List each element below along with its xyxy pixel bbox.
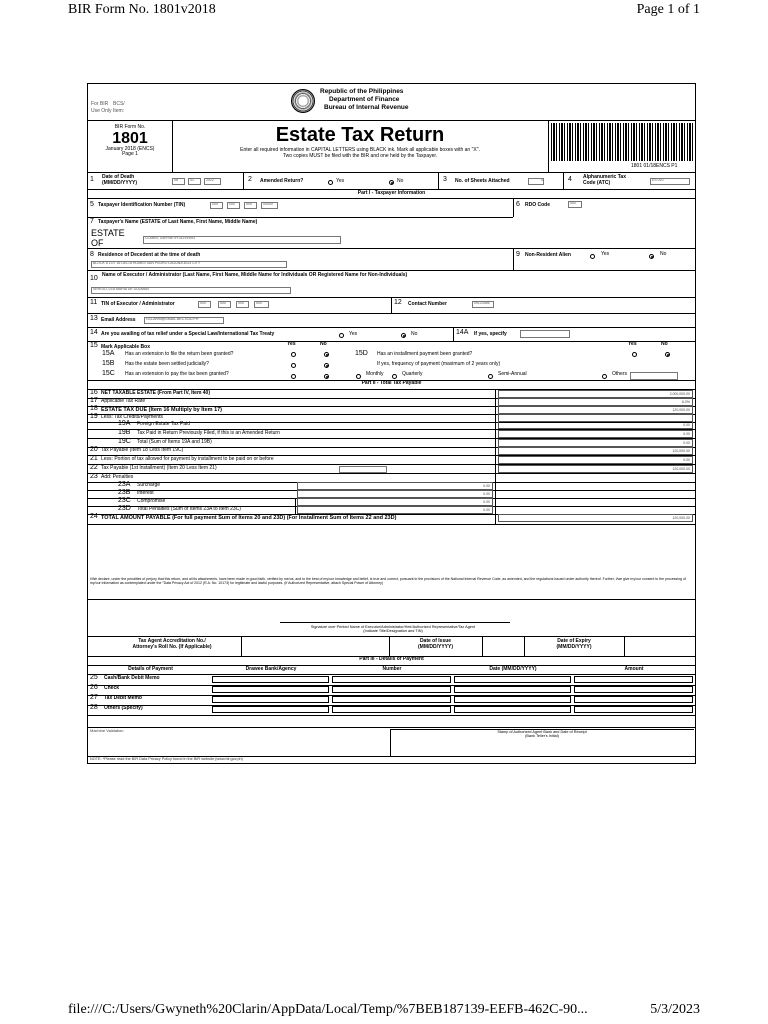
agency-dof: Department of Finance bbox=[329, 96, 400, 103]
barcode-code: 1801 01/18ENCS P1 bbox=[631, 163, 678, 169]
item-14a-number: 14A bbox=[456, 329, 469, 336]
tax-relief-no-label: No bbox=[411, 331, 418, 337]
installment-yes-radio[interactable] bbox=[632, 352, 637, 357]
payment-row-27-number: 27 bbox=[90, 694, 98, 701]
date-issue-line-1: Date of Issue bbox=[419, 638, 452, 644]
part-2-item-23a-number: 23A bbox=[118, 481, 131, 488]
frequency-quarterly-radio[interactable] bbox=[392, 374, 397, 379]
no-column-header-right: No bbox=[661, 341, 668, 347]
non-resident-no-radio[interactable] bbox=[649, 254, 654, 259]
atc-field[interactable]: ES 010 bbox=[650, 178, 690, 185]
tax-relief-specify-field[interactable] bbox=[520, 330, 570, 338]
bcs-label: BCS/ bbox=[113, 101, 125, 107]
part-2-item-23-number: 23 bbox=[90, 473, 98, 480]
sheets-attached-field[interactable]: 0 bbox=[528, 178, 544, 185]
part-2-item-23-label: Add: Penalties bbox=[101, 474, 134, 480]
part-2-item-23a-label: Surcharge bbox=[137, 482, 161, 488]
item-9-number: 9 bbox=[516, 251, 520, 258]
stamp-caption-line-1: Stamp of Authorized Agent Bank and Date of Receipt bbox=[497, 730, 587, 734]
part-2-item-17-label: Applicable Tax Rate bbox=[101, 398, 146, 404]
frequency-semi-annual-label: Semi-Annual bbox=[498, 371, 527, 377]
item-8-number: 8 bbox=[90, 251, 94, 258]
part-2-item-23a-amount[interactable]: 0.00 bbox=[297, 482, 493, 490]
part-2-item-18-amount[interactable]: 120,000.00 bbox=[498, 406, 693, 414]
payment-row-27-cell[interactable] bbox=[212, 696, 329, 703]
date-expiry-label bbox=[524, 639, 624, 650]
title-block bbox=[172, 124, 548, 159]
item-11-label: TIN of Executor / Administrator bbox=[101, 301, 175, 307]
agency-bir: Bureau of Internal Revenue bbox=[324, 104, 409, 111]
taxpayer-name-field[interactable]: CLARIN, GWYNETH OLIVERIO bbox=[143, 236, 341, 244]
amended-no-label: No bbox=[397, 178, 404, 184]
executor-tin-part-4[interactable]: 000 bbox=[254, 301, 269, 308]
tax-agent-accreditation-line-2: Attorney's Roll No. (If Applicable) bbox=[132, 643, 212, 650]
item-15d-label: Has an installment payment been granted? bbox=[377, 351, 473, 357]
form-no: 1801 bbox=[112, 129, 148, 147]
no-column-header: No bbox=[320, 341, 327, 347]
column-number: Number bbox=[382, 666, 402, 672]
frequency-others-label: Others bbox=[612, 371, 628, 377]
item-13-number: 13 bbox=[90, 315, 98, 322]
death-date-mm[interactable]: 08 bbox=[172, 178, 185, 185]
death-date-dd[interactable]: 01 bbox=[188, 178, 201, 185]
part-2-item-23d-number: 23D bbox=[118, 505, 131, 512]
item-4-label: Alphanumeric Tax Code (ATC) bbox=[583, 174, 626, 186]
item-1-number: 1 bbox=[90, 176, 94, 183]
part-2-item-20-number: 20 bbox=[90, 446, 98, 453]
item-5-number: 5 bbox=[90, 201, 94, 208]
item-6-label: RDO Code bbox=[525, 202, 550, 208]
payment-row-28-number: 28 bbox=[90, 704, 98, 711]
part-2-item-23c-number: 23C bbox=[118, 497, 131, 504]
item-10-label: Name of Executor / Administrator (Last Name, First Name, Middle Name for Individuals OR Registered Name for Non-Individuals) bbox=[102, 272, 408, 278]
item-14a-label: If yes, specify bbox=[474, 331, 507, 337]
installment-date-field[interactable] bbox=[339, 466, 387, 473]
part-2-item-24-number: 24 bbox=[90, 513, 98, 520]
of-label: OF bbox=[91, 238, 104, 248]
item-10-number: 10 bbox=[90, 275, 98, 282]
item-8-label: Residence of Decedent at the time of death bbox=[98, 252, 201, 258]
instruction-1: Enter all required information in CAPITAL LETTERS using BLACK ink. Mark all applicable boxes with an "X". bbox=[240, 147, 480, 153]
estate-label: ESTATE bbox=[91, 228, 125, 238]
frequency-others-radio[interactable] bbox=[602, 374, 607, 379]
amended-yes-label: Yes bbox=[336, 178, 345, 184]
part-2-item-16-amount[interactable]: 2,000,000.00 bbox=[498, 390, 693, 398]
frequency-monthly-radio[interactable] bbox=[356, 374, 361, 379]
item-2-number: 2 bbox=[248, 176, 252, 183]
non-resident-yes-label: Yes bbox=[601, 251, 610, 257]
part-2-item-23c-label: Compromise bbox=[137, 498, 166, 504]
rdo-code-field[interactable]: 000 bbox=[568, 201, 582, 208]
extension-pay-no-radio[interactable] bbox=[324, 374, 329, 379]
part-2-item-22-amount[interactable]: 120,000.00 bbox=[498, 465, 693, 473]
date-issue-label bbox=[389, 639, 482, 650]
payment-row-27-cell[interactable] bbox=[454, 696, 571, 703]
settled-judicially-yes-radio[interactable] bbox=[291, 363, 296, 368]
item-1-label: Date of Death (MM/DD/YYYY) bbox=[102, 174, 137, 186]
payment-row-25-number: 25 bbox=[90, 674, 98, 681]
item-15a-label: Has an extension to file the return been granted? bbox=[125, 351, 234, 357]
tin-part-4[interactable]: 00000 bbox=[261, 202, 278, 209]
part-2-title: Part II - Total Tax Payable bbox=[361, 380, 422, 386]
executor-name-field[interactable]: SERGIO, LEA MARIA DE GUZMAN bbox=[91, 287, 291, 294]
payment-row-28-cell[interactable] bbox=[332, 706, 451, 713]
payment-row-27-label: Tax Debit Memo bbox=[104, 695, 142, 701]
part-2-item-23d-amount[interactable]: 0.00 bbox=[297, 506, 493, 514]
privacy-note: NOTE: *Please read the BIR Data Privacy Policy found in the BIR website (www.bir.gov.ph) bbox=[90, 757, 243, 761]
column-amount: Amount bbox=[624, 666, 644, 672]
tax-agent-accreditation-line-1: Tax Agent Accreditation No./ bbox=[138, 638, 206, 644]
part-2-item-23b-number: 23B bbox=[118, 489, 131, 496]
date-expiry-line-1: Date of Expiry bbox=[557, 638, 591, 644]
bir-form-1801 bbox=[87, 83, 696, 764]
item-6-number: 6 bbox=[516, 201, 520, 208]
part-2-item-19b-number: 19B bbox=[118, 429, 131, 436]
part-2-item-23b-label: Interest bbox=[137, 490, 154, 496]
executor-tin-part-1[interactable]: 000 bbox=[198, 301, 211, 308]
payment-row-28-cell[interactable] bbox=[574, 706, 693, 713]
print-header-form-id: BIR Form No. 1801v2018 bbox=[68, 2, 216, 17]
use-only-label: Use Only bbox=[91, 108, 112, 114]
tax-relief-no-radio[interactable] bbox=[401, 333, 406, 338]
machine-validation-label: Machine Validation bbox=[90, 728, 124, 733]
instruction-2: Two copies MUST be filed with the BIR and one held by the Taxpayer. bbox=[282, 152, 438, 159]
item-15c-number: 15C bbox=[102, 370, 115, 377]
part-2-item-20-label: Tax Payable (Item 18 Less Item 19C) bbox=[101, 447, 184, 453]
part-2-item-16-number: 16 bbox=[90, 389, 98, 396]
print-header bbox=[0, 0, 768, 22]
executor-tin-part-2[interactable]: 000 bbox=[218, 301, 231, 308]
form-title: Estate Tax Return bbox=[275, 124, 445, 146]
payment-row-28-cell[interactable] bbox=[212, 706, 329, 713]
item-12-label: Contact Number bbox=[408, 301, 447, 307]
accreditation-no-field[interactable] bbox=[243, 640, 389, 654]
part-2-item-24-label: TOTAL AMOUNT PAYABLE (For full payment Sum of Items 20 and 23D) (For Installment Sum of Items 22 and 23D) bbox=[101, 515, 397, 521]
item-15b-label: Has the estate been settled judicially? bbox=[125, 361, 209, 367]
part-2-item-19b-label: Tax Paid in Return Previously Filed, if this is an Amended Return bbox=[137, 430, 280, 436]
part-2-item-19a-number: 19A bbox=[118, 420, 131, 427]
for-bir-label: For BIR bbox=[91, 101, 109, 107]
death-date-yyyy[interactable]: 2022 bbox=[204, 178, 221, 185]
extension-file-no-radio[interactable] bbox=[324, 352, 329, 357]
amended-no-radio[interactable] bbox=[389, 180, 394, 185]
form-date: January 2018 (ENCS) bbox=[105, 145, 155, 152]
part-2-item-19c-number: 19C bbox=[118, 438, 131, 445]
bir-seal-icon bbox=[291, 89, 315, 113]
payment-row-25-cell[interactable] bbox=[454, 676, 571, 683]
yes-column-header: Yes bbox=[287, 341, 296, 347]
item-14-number: 14 bbox=[90, 329, 98, 336]
payment-row-26-cell[interactable] bbox=[574, 686, 693, 693]
payment-row-28-cell[interactable] bbox=[454, 706, 571, 713]
signature-caption bbox=[238, 625, 548, 633]
part-2-item-19a-label: Foreign Estate Tax Paid bbox=[137, 421, 190, 427]
payment-row-25-cell[interactable] bbox=[212, 676, 329, 683]
part-2-item-20-amount[interactable]: 120,000.00 bbox=[498, 447, 693, 455]
tax-agent-accreditation-label bbox=[102, 639, 242, 650]
form-page: Page 1 bbox=[122, 151, 138, 157]
item-7-label: Taxpayer's Name (ESTATE of Last Name, First Name, Middle Name) bbox=[98, 219, 258, 225]
item-12-number: 12 bbox=[394, 299, 402, 306]
print-footer-date: 5/3/2023 bbox=[650, 1002, 700, 1017]
part-2-item-24-amount[interactable]: 120,000.00 bbox=[498, 514, 693, 522]
installment-no-radio[interactable] bbox=[665, 352, 670, 357]
tax-relief-yes-radio[interactable] bbox=[339, 333, 344, 338]
non-resident-no-label: No bbox=[660, 251, 667, 257]
payment-row-26-cell[interactable] bbox=[332, 686, 451, 693]
item-15a-number: 15A bbox=[102, 350, 115, 357]
item-9-label: Non-Resident Alien bbox=[525, 252, 571, 258]
column-drawee-bank: Drawee Bank/Agency bbox=[245, 666, 297, 672]
print-footer-file-path: file:///C:/Users/Gwyneth%20Clarin/AppData/Local/Temp/%7BEB187139-EEFB-462C-90... bbox=[68, 1002, 588, 1017]
part-2-item-21-label: Less: Portion of tax allowed for payment by installment to be paid on or before bbox=[101, 456, 274, 462]
item-15-label: Mark Applicable Box bbox=[101, 344, 150, 350]
date-expiry-line-2: (MM/DD/YYYY) bbox=[556, 643, 592, 650]
stamp-caption-line-2: (Bank Teller's Initial) bbox=[525, 734, 559, 739]
signature-caption-line-2: (Indicate Title/Designation and TIN) bbox=[363, 629, 423, 634]
extension-file-yes-radio[interactable] bbox=[291, 352, 296, 357]
form-barcode bbox=[551, 123, 693, 161]
part-2-item-19b-amount[interactable]: 0.00 bbox=[498, 430, 693, 438]
tin-part-3[interactable]: 000 bbox=[244, 202, 257, 209]
form-no-label: BIR Form No. bbox=[114, 124, 146, 130]
part-2-item-18-label: ESTATE TAX DUE (Item 16 Multiply by Item 17) bbox=[101, 407, 223, 413]
amended-yes-radio[interactable] bbox=[328, 180, 333, 185]
payment-row-26-cell[interactable] bbox=[454, 686, 571, 693]
item-15c-label: Has an extension to pay the tax been granted? bbox=[125, 371, 229, 377]
item-7-number: 7 bbox=[90, 218, 94, 225]
item-15d-number: 15D bbox=[355, 350, 368, 357]
email-field[interactable]: GCLARIN@GMAIL.BEC.EDU.PH bbox=[144, 317, 224, 324]
frequency-semi-annual-radio[interactable] bbox=[488, 374, 493, 379]
payment-row-25-cell[interactable] bbox=[332, 676, 451, 683]
part-2-item-19c-label: Total (Sum of Items 19A and 19B) bbox=[137, 439, 212, 445]
payment-row-26-label: Check bbox=[104, 685, 120, 691]
payment-frequency-label: If yes, frequency of payment (maximum of 2 years only) bbox=[377, 361, 501, 367]
part-2-item-18-number: 18 bbox=[90, 405, 98, 412]
part-2-item-22-label: Tax Payable (1st Installment) (Item 20 Less Item 21) bbox=[101, 465, 217, 471]
frequency-quarterly-label: Quarterly bbox=[402, 371, 423, 377]
part-2-item-22-number: 22 bbox=[90, 464, 98, 471]
non-resident-yes-radio[interactable] bbox=[590, 254, 595, 259]
signature-caption-line-1: Signature over Printed Name of Executor/Administrator/Heir/Authorized Representative/Tax Agent bbox=[310, 625, 476, 629]
part-2-item-16-label: NET TAXABLE ESTATE (From Part IV, Item 40) bbox=[101, 390, 210, 396]
item-label: Item: bbox=[113, 108, 125, 114]
part-2-item-23c-amount[interactable]: 0.00 bbox=[297, 498, 493, 506]
payment-row-25-label: Cash/Bank Debit Memo bbox=[104, 675, 160, 681]
payment-row-26-number: 26 bbox=[90, 684, 98, 691]
executor-tin-part-3[interactable]: 000 bbox=[236, 301, 249, 308]
item-5-label: Taxpayer Identification Number (TIN) bbox=[98, 202, 186, 208]
part-2-item-19-number: 19 bbox=[90, 413, 98, 420]
extension-pay-yes-radio[interactable] bbox=[291, 374, 296, 379]
part-2-item-17-amount[interactable]: 6.0% bbox=[498, 398, 693, 406]
form-number-block bbox=[88, 120, 172, 172]
item-3-label: No. of Sheets Attached bbox=[455, 178, 510, 184]
payment-row-27-cell[interactable] bbox=[332, 696, 451, 703]
declaration-text: I/We declare, under the penalties of perjury that this return, and all its attachments, have been made in good faith, verified by me/us, and to the best of my/our knowledge and belief, is true and correct, pursuant to the provisions of the National Internal Revenue Code, as amended, and the regulations issued under authority thereof. Further, I/we give my/our consent to the processing of my/our information as contemplated under the "Data Privacy Act of 2012 (R.A. No. 10173) for legitimate and lawful purposes. (If Authorized Representative, attach Special Power of Attorney) bbox=[90, 577, 686, 586]
item-4-number: 4 bbox=[568, 176, 572, 183]
item-15-number: 15 bbox=[90, 342, 98, 349]
item-3-number: 3 bbox=[443, 176, 447, 183]
item-13-label: Email Address bbox=[101, 317, 136, 323]
column-details-of-payment: Details of Payment bbox=[128, 666, 173, 672]
yes-column-header-right: Yes bbox=[628, 341, 637, 347]
payment-row-27-cell[interactable] bbox=[574, 696, 693, 703]
settled-judicially-no-radio[interactable] bbox=[324, 363, 329, 368]
contact-number-field[interactable]: 09123456 bbox=[472, 301, 494, 308]
tin-part-2[interactable]: 000 bbox=[227, 202, 240, 209]
stamp-caption bbox=[390, 730, 694, 738]
part-2-item-21-amount[interactable]: 0.00 bbox=[498, 456, 693, 464]
part-2-item-23b-amount[interactable]: 0.00 bbox=[297, 490, 493, 498]
date-issue-line-2: (MM/DD/YYYY) bbox=[418, 643, 453, 650]
item-2-label: Amended Return? bbox=[260, 178, 304, 184]
item-14-label: Are you availing of tax relief under a Special Law/International Tax Treaty bbox=[101, 331, 275, 337]
item-15b-number: 15B bbox=[102, 360, 115, 367]
tin-part-1[interactable]: 000 bbox=[210, 202, 223, 209]
agency-republic: Republic of the Philippines bbox=[320, 88, 404, 95]
payment-row-25-cell[interactable] bbox=[574, 676, 693, 683]
print-header-page-count: Page 1 of 1 bbox=[636, 2, 700, 17]
column-date: Date (MM/DD/YYYY) bbox=[489, 666, 537, 672]
part-2-item-19a-amount[interactable]: 0.00 bbox=[498, 421, 693, 429]
part-2-item-21-number: 21 bbox=[90, 455, 98, 462]
payment-row-28-label: Others (Specify) bbox=[104, 705, 143, 711]
part-2-item-17-number: 17 bbox=[90, 397, 98, 404]
part-2-item-19-label: Less: Tax Credits/Payments bbox=[101, 414, 163, 420]
payment-row-26-cell[interactable] bbox=[212, 686, 329, 693]
item-11-number: 11 bbox=[90, 299, 98, 306]
print-footer bbox=[0, 1000, 768, 1024]
residence-field[interactable]: BLOCK 8 LOT 16 DELTA HOMES SAN PEDRO LAGUNA 4023 CITY bbox=[91, 261, 287, 268]
frequency-others-field[interactable] bbox=[630, 372, 678, 380]
frequency-monthly-label: Monthly bbox=[366, 371, 384, 377]
part-1-title: Part I - Taxpayer Information bbox=[357, 190, 426, 196]
tax-relief-yes-label: Yes bbox=[349, 331, 358, 337]
part-3-title: Part III - Details of Payment bbox=[359, 656, 424, 662]
part-2-item-23d-label: Total Penalties (Sum of Items 23A to Item 23C) bbox=[137, 506, 241, 512]
part-2-item-19c-amount[interactable]: 0.00 bbox=[498, 439, 693, 447]
